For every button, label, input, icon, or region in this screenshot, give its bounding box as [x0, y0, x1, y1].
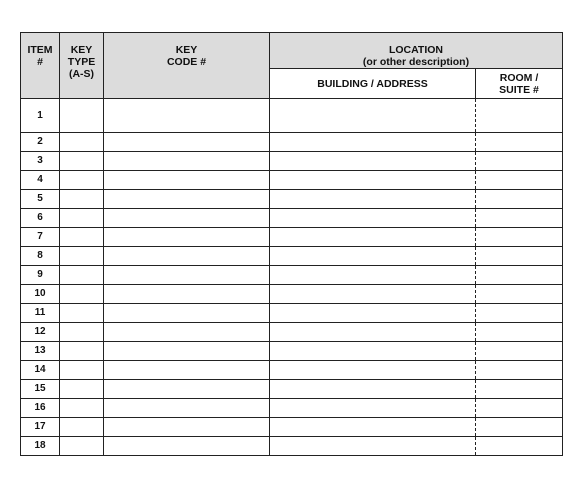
room-suite-cell[interactable] [476, 323, 563, 342]
header-room-line1: ROOM / [499, 71, 539, 84]
key-type-cell[interactable] [60, 171, 104, 190]
key-code-cell[interactable] [104, 171, 270, 190]
key-log-form [20, 32, 562, 456]
key-code-cell[interactable] [104, 228, 270, 247]
key-type-cell[interactable] [60, 418, 104, 437]
key-code-cell[interactable] [104, 437, 270, 456]
key-code-cell[interactable] [104, 266, 270, 285]
table-row [21, 228, 563, 247]
table-row [21, 152, 563, 171]
item-number-cell: 7 [21, 228, 60, 247]
building-address-cell[interactable] [270, 380, 476, 399]
item-number-cell: 13 [21, 342, 60, 361]
item-number-cell: 15 [21, 380, 60, 399]
key-code-cell[interactable] [104, 418, 270, 437]
header-key-type [60, 33, 104, 99]
header-key-code-line1: KEY [175, 44, 198, 56]
key-type-cell[interactable] [60, 99, 104, 133]
room-suite-cell[interactable] [476, 209, 563, 228]
header-key-code [104, 33, 270, 99]
item-number-cell: 8 [21, 247, 60, 266]
key-code-cell[interactable] [104, 99, 270, 133]
room-suite-cell[interactable] [476, 285, 563, 304]
table-body [21, 99, 563, 456]
header-room-suite [476, 69, 563, 99]
item-number-cell: 16 [21, 399, 60, 418]
item-number-cell: 12 [21, 323, 60, 342]
room-suite-cell[interactable] [476, 437, 563, 456]
key-type-cell[interactable] [60, 209, 104, 228]
room-suite-cell[interactable] [476, 361, 563, 380]
table-row [21, 380, 563, 399]
building-address-cell[interactable] [270, 342, 476, 361]
item-number-cell: 18 [21, 437, 60, 456]
item-number-cell: 2 [21, 133, 60, 152]
header-room-line2: SUITE # [499, 83, 539, 96]
header-item-line1: ITEM [27, 44, 53, 56]
item-number-cell: 5 [21, 190, 60, 209]
building-address-cell[interactable] [270, 209, 476, 228]
room-suite-cell[interactable] [476, 190, 563, 209]
key-type-cell[interactable] [60, 361, 104, 380]
header-location-line1: LOCATION [388, 44, 444, 56]
room-suite-cell[interactable] [476, 304, 563, 323]
key-type-cell[interactable] [60, 304, 104, 323]
building-address-cell[interactable] [270, 323, 476, 342]
room-suite-cell[interactable] [476, 266, 563, 285]
building-address-cell[interactable] [270, 171, 476, 190]
room-suite-cell[interactable] [476, 152, 563, 171]
key-type-cell[interactable] [60, 228, 104, 247]
table-row [21, 342, 563, 361]
key-code-cell[interactable] [104, 342, 270, 361]
key-type-cell[interactable] [60, 380, 104, 399]
key-type-cell[interactable] [60, 266, 104, 285]
table-row [21, 418, 563, 437]
key-code-cell[interactable] [104, 361, 270, 380]
item-number-cell: 4 [21, 171, 60, 190]
table-row [21, 361, 563, 380]
room-suite-cell[interactable] [476, 380, 563, 399]
key-code-cell[interactable] [104, 399, 270, 418]
table-row [21, 437, 563, 456]
table-row [21, 190, 563, 209]
room-suite-cell[interactable] [476, 99, 563, 133]
building-address-cell[interactable] [270, 247, 476, 266]
header-item [21, 33, 60, 99]
room-suite-cell[interactable] [476, 171, 563, 190]
header-building-label: BUILDING / ADDRESS [317, 77, 428, 90]
item-number-cell: 11 [21, 304, 60, 323]
table-row [21, 323, 563, 342]
key-type-cell[interactable] [60, 152, 104, 171]
key-code-cell[interactable] [104, 190, 270, 209]
header-key-type-line1: KEY [70, 44, 93, 56]
header-location [270, 33, 563, 69]
key-type-cell[interactable] [60, 323, 104, 342]
key-type-cell[interactable] [60, 247, 104, 266]
key-code-cell[interactable] [104, 247, 270, 266]
building-address-cell[interactable] [270, 266, 476, 285]
table-row [21, 304, 563, 323]
room-suite-cell[interactable] [476, 418, 563, 437]
table-row [21, 266, 563, 285]
table-row [21, 399, 563, 418]
building-address-cell[interactable] [270, 99, 476, 133]
item-number-cell: 10 [21, 285, 60, 304]
building-address-cell[interactable] [270, 285, 476, 304]
header-key-type-line3: (A-S) [68, 68, 95, 80]
room-suite-cell[interactable] [476, 399, 563, 418]
key-type-cell[interactable] [60, 190, 104, 209]
building-address-cell[interactable] [270, 152, 476, 171]
key-code-cell[interactable] [104, 380, 270, 399]
room-suite-cell[interactable] [476, 228, 563, 247]
key-type-cell[interactable] [60, 133, 104, 152]
item-number-cell: 1 [21, 99, 60, 133]
room-suite-cell[interactable] [476, 247, 563, 266]
header-key-code-line2: CODE # [166, 56, 207, 68]
table-row [21, 209, 563, 228]
building-address-cell[interactable] [270, 418, 476, 437]
item-number-cell: 17 [21, 418, 60, 437]
table-row [21, 247, 563, 266]
key-code-cell[interactable] [104, 285, 270, 304]
header-location-line2: (or other description) [362, 56, 470, 68]
header-key-type-line2: TYPE [67, 56, 96, 68]
item-number-cell: 3 [21, 152, 60, 171]
room-suite-cell[interactable] [476, 342, 563, 361]
table-row [21, 133, 563, 152]
building-address-cell[interactable] [270, 190, 476, 209]
item-number-cell: 14 [21, 361, 60, 380]
room-suite-cell[interactable] [476, 133, 563, 152]
item-number-cell: 6 [21, 209, 60, 228]
building-address-cell[interactable] [270, 361, 476, 380]
item-number-cell: 9 [21, 266, 60, 285]
key-code-cell[interactable] [104, 323, 270, 342]
table-row [21, 171, 563, 190]
building-address-cell[interactable] [270, 399, 476, 418]
building-address-cell[interactable] [270, 228, 476, 247]
header-item-line2: # [37, 56, 43, 68]
key-type-cell[interactable] [60, 342, 104, 361]
key-code-cell[interactable] [104, 152, 270, 171]
key-code-cell[interactable] [104, 304, 270, 323]
building-address-cell[interactable] [270, 437, 476, 456]
key-log-table [20, 32, 563, 456]
table-row [21, 99, 563, 133]
key-code-cell[interactable] [104, 133, 270, 152]
key-type-cell[interactable] [60, 399, 104, 418]
key-type-cell[interactable] [60, 437, 104, 456]
key-code-cell[interactable] [104, 209, 270, 228]
building-address-cell[interactable] [270, 133, 476, 152]
table-row [21, 285, 563, 304]
header-building-address [270, 69, 476, 99]
building-address-cell[interactable] [270, 304, 476, 323]
key-type-cell[interactable] [60, 285, 104, 304]
